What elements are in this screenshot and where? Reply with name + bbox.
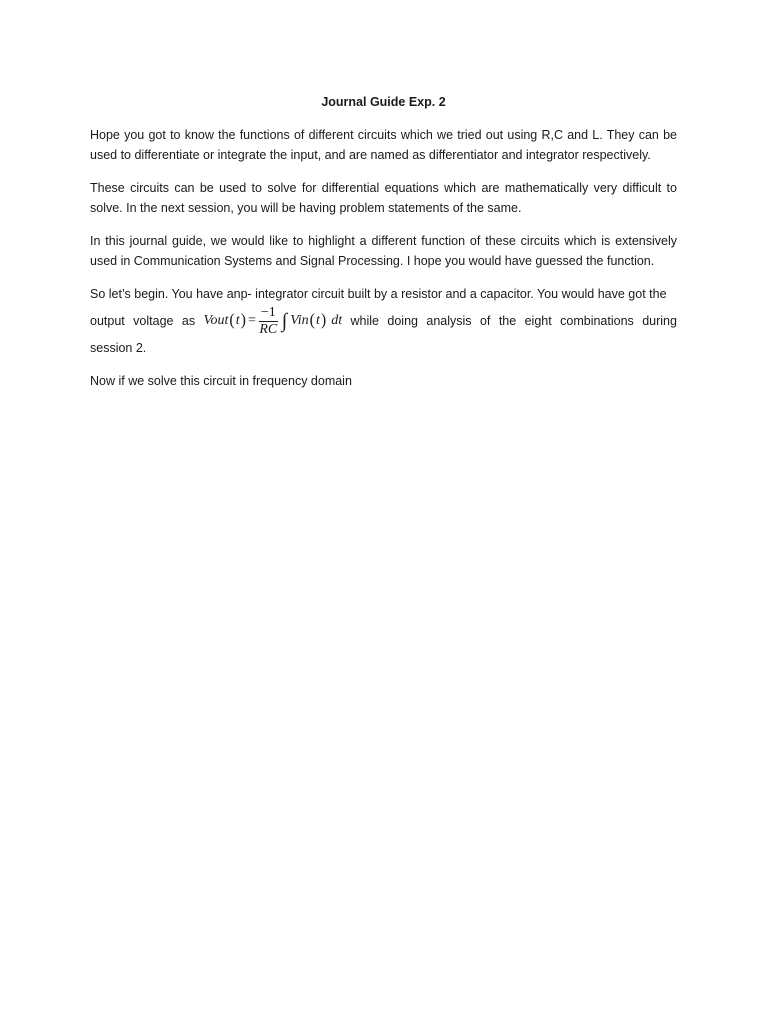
word: the: [498, 314, 517, 328]
word: voltage: [133, 314, 174, 328]
paragraph-4-formula-line: [90, 304, 677, 338]
word: of: [479, 314, 491, 328]
word: as: [181, 314, 196, 328]
formula-variable: t: [315, 313, 320, 328]
formula-rhs-function: Vin: [290, 313, 309, 328]
formula-paren: ): [240, 311, 246, 330]
paragraph-3: In this journal guide, we would like to highlight a different function of these circuits which is extensively used in Communication Systems and Signal Processing. I hope you would have guessed the function.: [90, 234, 677, 268]
paragraph-1: Hope you got to know the functions of different circuits which we tried out using R,C and L. They can be used to differentiate or integrate the input, and are named as differentiator and integrator respectively.: [90, 128, 677, 162]
formula-variable: t: [235, 313, 240, 328]
word: eight: [524, 314, 552, 328]
word: output: [90, 314, 125, 328]
word: during: [642, 314, 677, 328]
formula-numerator: −1: [260, 304, 276, 320]
document-title: Journal Guide Exp. 2: [321, 95, 446, 109]
formula-paren: ): [320, 311, 327, 330]
paragraph-4-line-1: So let’s begin. You have anp- integrator circuit built by a resistor and a capacitor. You would have got the: [90, 287, 667, 301]
formula-denominator: RC: [259, 321, 278, 337]
formula-fraction: [259, 306, 278, 337]
paragraph-5: Now if we solve this circuit in frequency domain: [90, 374, 352, 388]
word: while: [350, 314, 379, 328]
paragraph-4-line-3: session 2.: [90, 341, 147, 355]
paragraph-2: These circuits can be used to solve for differential equations which are mathematically very difficult to solve. In the next session, you will be having problem statements of the same.: [90, 181, 677, 215]
word: combinations: [560, 314, 634, 328]
word: doing: [387, 314, 418, 328]
formula-paren: (: [309, 311, 315, 330]
document-body: [90, 94, 677, 404]
word: analysis: [426, 314, 472, 328]
formula-integral-sign: ∫: [281, 310, 288, 332]
paragraph-4: [90, 284, 677, 358]
formula-equals: =: [247, 313, 256, 328]
formula-differential: dt: [331, 313, 343, 328]
formula-lhs-function: Vout: [203, 313, 229, 328]
formula-paren: (: [229, 311, 235, 330]
integrator-formula: [204, 306, 343, 337]
